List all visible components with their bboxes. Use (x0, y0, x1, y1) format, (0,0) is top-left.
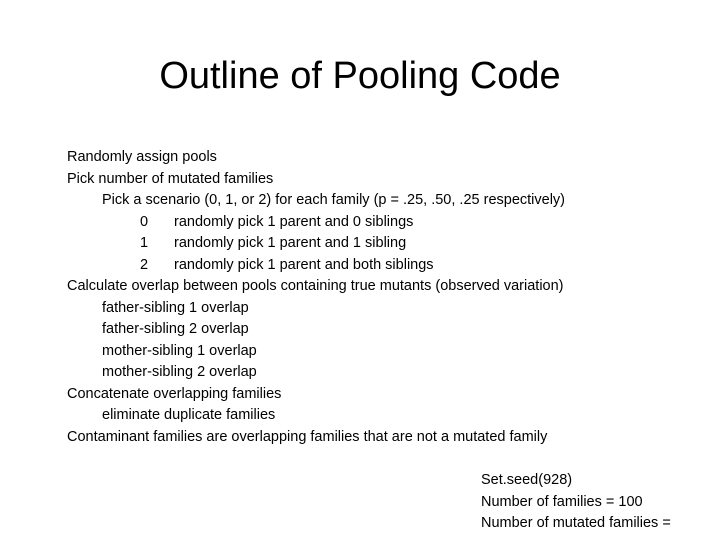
outline-line-calculate-overlap: Calculate overlap between pools containing true mutants (observed variation) (67, 278, 564, 294)
scenario-number: 2 (140, 256, 149, 273)
scenario-number: 0 (140, 213, 149, 230)
scenario-description: randomly pick 1 parent and 0 siblings (174, 213, 414, 230)
overlap-item: mother-sibling 2 overlap (102, 364, 257, 380)
overlap-item: father-sibling 2 overlap (102, 321, 249, 337)
settings-box (481, 470, 720, 535)
overlap-item: father-sibling 1 overlap (102, 299, 249, 316)
setting-seed: Set.seed(928) (481, 472, 573, 488)
scenario-item (67, 233, 707, 255)
outline-line-concatenate: Concatenate overlapping families (67, 385, 282, 402)
slide-title: Outline of Pooling Code (159, 55, 561, 97)
overlap-item: mother-sibling 1 overlap (102, 342, 257, 359)
outline-line-contaminant: Contaminant families are overlapping families that are not a mutated family (67, 428, 548, 445)
scenario-item (67, 212, 707, 234)
scenario-number: 1 (140, 235, 149, 251)
outline-line-eliminate: eliminate duplicate families (102, 407, 276, 423)
outline-body (67, 147, 707, 448)
scenario-item (67, 255, 707, 277)
outline-line-pick-scenario: Pick a scenario (0, 1, or 2) for each family (p = .25, .50, .25 respectively) (102, 192, 565, 208)
scenario-description: randomly pick 1 parent and both siblings (174, 256, 434, 273)
scenario-description: randomly pick 1 parent and 1 sibling (174, 235, 407, 251)
outline-line-assign-pools: Randomly assign pools (67, 149, 217, 165)
outline-line-pick-mutated: Pick number of mutated families (67, 170, 274, 187)
setting-number-of-mutated-families: Number of mutated families = (481, 515, 671, 531)
setting-number-of-families: Number of families = 100 (481, 493, 643, 510)
